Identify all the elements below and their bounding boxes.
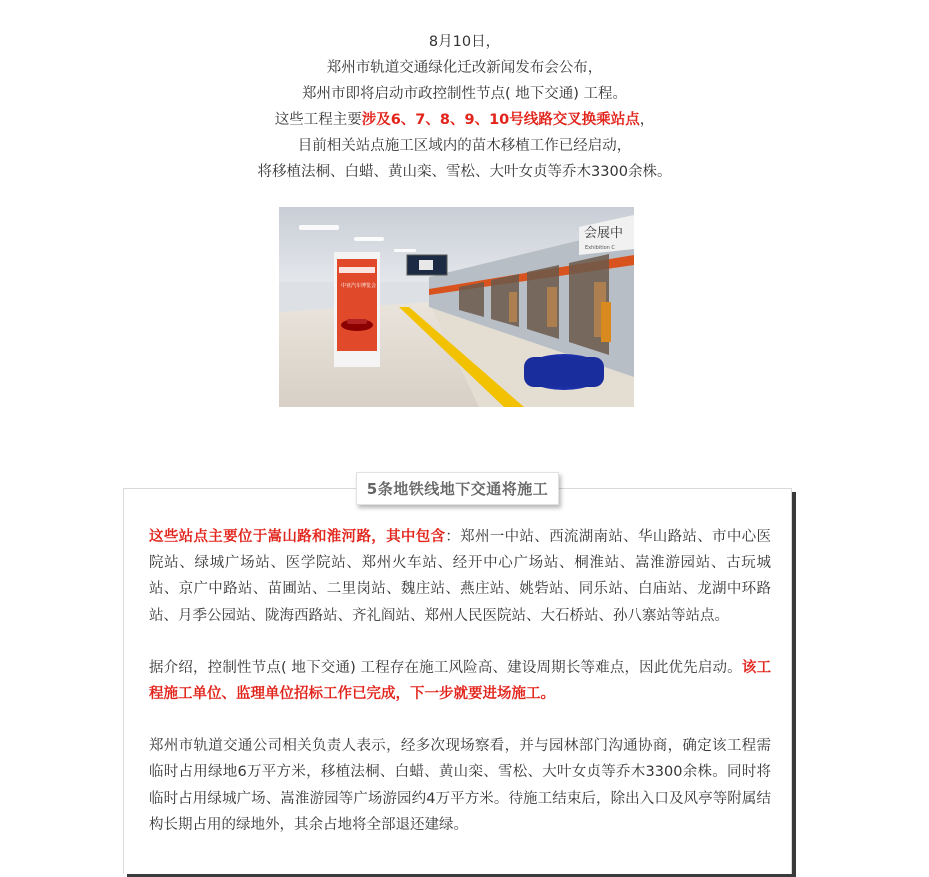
greenland-paragraph: 郑州市轨道交通公司相关负责人表示，经多次现场察看，并与园林部门沟通协商，确定该工程需临时占用绿地6万平方米，移植法桐、白蜡、黄山栾、雪松、大叶女贞等乔木3300余株。同时将临时占用绿城广场、嵩淮游园等广场游园约4万平方米。待施工结束后，除出入口及风亭等附属结构长期占用的绿地外，其余占地将全部退还建绿。 bbox=[149, 738, 771, 833]
construction-info-card bbox=[123, 480, 792, 874]
progress-paragraph bbox=[149, 655, 771, 707]
intro-text bbox=[0, 29, 929, 185]
card-title-wrap bbox=[124, 472, 791, 505]
intro-highlight: 涉及6、7、8、9、10号线路交叉换乘站点 bbox=[361, 112, 640, 128]
stations-list: ：郑州一中站、西流湖南站、华山路站、市中心医院站、绿城广场站、医学院站、郑州火车站、经开中心广场站、桐淮站、嵩淮游园站、古玩城站、京广中路站、苗圃站、二里岗站、魏庄站、燕庄站、姚砦站、同乐站、白庙站、龙湖中环路站、月季公园站、陇海西路站、齐礼阎站、郑州人民医院站、大石桥站、孙八寨站等站点。 bbox=[149, 529, 772, 624]
station-sign-en: Exhibition C bbox=[585, 245, 615, 251]
stations-highlight: 这些站点主要位于嵩山路和淮河路，其中包含 bbox=[149, 529, 446, 545]
card-body bbox=[149, 524, 771, 838]
progress-highlight: 该工程施工单位、监理单位招标工作已完成，下一步就要进场施工。 bbox=[149, 659, 772, 703]
intro-line-highlight bbox=[0, 107, 929, 133]
station-sign-text: 会展中 bbox=[584, 226, 624, 241]
intro-line: 将移植法桐、白蜡、黄山栾、雪松、大叶女贞等乔木3300余株。 bbox=[257, 164, 672, 180]
metro-station-photo bbox=[279, 207, 634, 407]
card-title: 5条地铁线地下交通将施工 bbox=[356, 472, 559, 505]
progress-text: 据介绍，控制性节点( 地下交通) 工程存在施工风险高、建设周期长等难点，因此优先启动。 bbox=[149, 659, 742, 676]
intro-line: 目前相关站点施工区域内的苗木移植工作已经启动， bbox=[297, 138, 632, 154]
intro-line: 郑州市即将启动市政控制性节点( 地下交通) 工程。 bbox=[301, 86, 628, 102]
metro-station-illustration bbox=[279, 207, 634, 407]
stations-paragraph bbox=[149, 524, 771, 629]
intro-line: 郑州市轨道交通绿化迁改新闻发布会公布， bbox=[326, 60, 603, 76]
intro-line: 8月10日， bbox=[428, 34, 501, 50]
intro-suffix: ， bbox=[639, 112, 655, 128]
ad-text: 中亚汽车博览会 bbox=[341, 283, 377, 289]
intro-prefix: 这些工程主要 bbox=[274, 112, 362, 128]
